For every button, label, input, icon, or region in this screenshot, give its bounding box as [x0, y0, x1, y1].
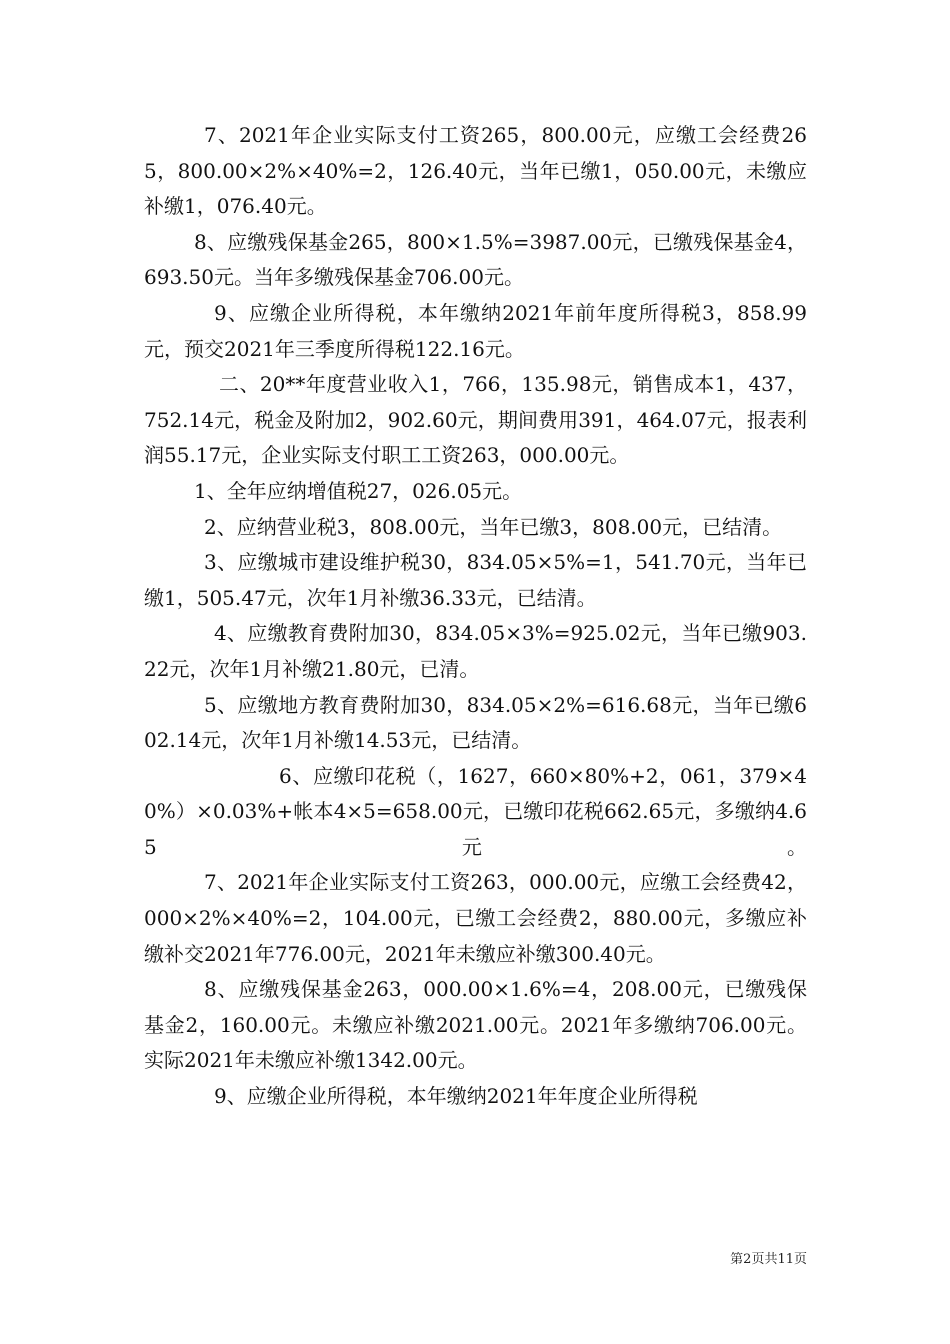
paragraph-10: 6、应缴印花税（，1627，660×80%+2，061，379×40%）×0.03%+帐本4×5=658.00元，已缴印花税662.65元，多缴纳4.65元。	[144, 763, 807, 859]
paragraph-3: 9、应缴企业所得税，本年缴纳2021年前年度所得税3，858.99元，预交2021年三季度所得税122.16元。	[144, 300, 807, 361]
page-number-footer: 第2页共11页	[730, 1252, 807, 1267]
paragraph-13: 9、应缴企业所得税，本年缴纳2021年年度企业所得税	[214, 1084, 698, 1109]
paragraph-4: 二、20**年度营业收入1，766，135.98元，销售成本1，437，752.14元，税金及附加2，902.60元，期间费用391，464.07元，报表利润55.17元，企业实际支付职工工资263，000.00元。	[144, 372, 807, 468]
paragraph-12: 8、应缴残保基金263，000.00×1.6%=4，208.00元，已缴残保基金2，160.00元。未缴应补缴2021.00元。2021年多缴纳706.00元。实际2021年未缴应补缴1342.00元。	[144, 977, 807, 1073]
paragraph-9: 5、应缴地方教育费附加30，834.05×2%=616.68元，当年已缴602.14元，次年1月补缴14.53元，已结清。	[144, 692, 807, 753]
paragraph-2: 8、应缴残保基金265，800×1.5%=3987.00元，已缴残保基金4，693.50元。当年多缴残保基金706.00元。	[144, 229, 807, 290]
document-body	[144, 118, 807, 1115]
paragraph-8: 4、应缴教育费附加30，834.05×3%=925.02元，当年已缴903.22元，次年1月补缴21.80元，已清。	[144, 621, 807, 681]
paragraph-5: 1、全年应纳增值税27，026.05元。	[194, 478, 523, 503]
paragraph-6: 2、应纳营业税3，808.00元，当年已缴3，808.00元，已结清。	[204, 514, 783, 539]
paragraph-7: 3、应缴城市建设维护税30，834.05×5%=1，541.70元，当年已缴1，505.47元，次年1月补缴36.33元，已结清。	[144, 550, 807, 610]
paragraph-1: 7、2021年企业实际支付工资265，800.00元，应缴工会经费265，800.00×2%×40%=2，126.40元，当年已缴1，050.00元，未缴应补缴1，076.40元。	[144, 123, 807, 219]
paragraph-11: 7、2021年企业实际支付工资263，000.00元，应缴工会经费42，000×2%×40%=2，104.00元，已缴工会经费2，880.00元，多缴应补缴补交2021年776.00元，2021年未缴应补缴300.40元。	[144, 870, 807, 966]
